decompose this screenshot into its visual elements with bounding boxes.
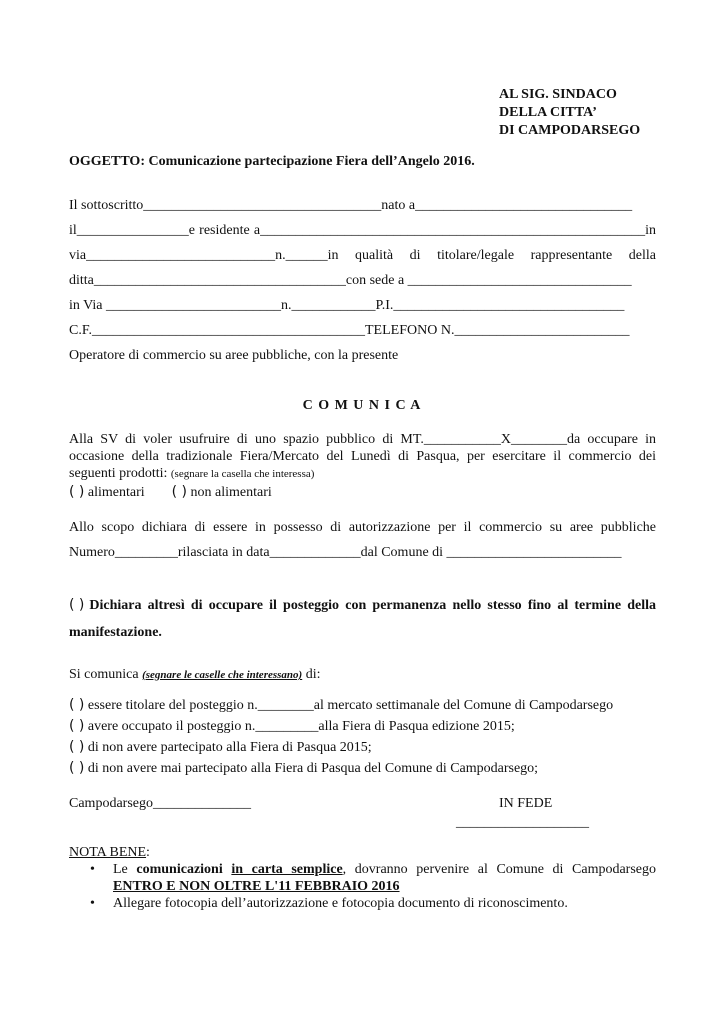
form-line-address — [69, 247, 656, 264]
body-p1-line3 — [69, 465, 314, 483]
recipient-line-3: DI CAMPODARSEGO — [499, 123, 641, 138]
checkbox-non-partecipato[interactable]: ( ) — [69, 739, 85, 755]
form-word: qualità — [355, 248, 394, 263]
comunica-title: C O M U N I C A — [302, 398, 422, 413]
body-p3-text: Dichiara altresì di occupare il posteggio con permanenza nello stesso fino al termine della — [89, 598, 656, 613]
body-p4-label: Si comunica — [69, 667, 139, 682]
body-p1-line1: Alla SV di voler usufruire di uno spazio pubblico di MT.___________X________da occupare in — [69, 432, 656, 447]
check-item-label: essere titolare del posteggio n.________al mercato settimanale del Comune di Campodarsego — [87, 698, 614, 713]
option-alimentari-label: alimentari — [87, 485, 145, 500]
bullet-icon: • — [90, 896, 95, 911]
checkbox-occupato[interactable]: ( ) — [69, 718, 85, 734]
nota-text-bold: comunicazioni — [136, 862, 223, 877]
body-p4 — [69, 666, 320, 684]
body-p3-line2: manifestazione. — [69, 625, 162, 640]
check-item — [69, 718, 515, 735]
bullet-icon: • — [90, 862, 95, 877]
signature-line: ___________________ — [456, 815, 589, 830]
body-p4-hint: (segnare le caselle che interessano) — [142, 669, 303, 681]
nota-item-1-line2: ENTRO E NON OLTRE L'11 FEBBRAIO 2016 — [113, 879, 400, 894]
form-word: via___________________________n.______in — [69, 248, 339, 263]
recipient-line-1: AL SIG. SINDACO — [499, 87, 617, 102]
form-line-operator: Operatore di commercio su aree pubbliche, con la presente — [69, 348, 399, 363]
recipient-block — [499, 86, 640, 140]
product-options — [69, 484, 272, 501]
form-line-street: in Via _________________________n.____________P.I._________________________________ — [69, 298, 625, 313]
nota-item-2: Allegare fotocopia dell’autorizzazione e fotocopia documento di riconoscimento. — [113, 896, 568, 911]
recipient-line-2: DELLA CITTA’ — [499, 105, 597, 120]
body-products-label: seguenti prodotti: — [69, 466, 168, 481]
nota-text-underlined: in carta semplice — [231, 862, 343, 877]
nota-bene-title: NOTA BENE — [69, 845, 147, 860]
checkbox-permanenza[interactable]: ( ) — [69, 597, 85, 613]
checkbox-non-alimentari[interactable]: ( ) — [171, 484, 188, 500]
form-word: titolare/legale — [437, 248, 515, 263]
form-residence: a_______________________________________________________in — [253, 223, 656, 238]
form-residente: residente — [199, 223, 250, 238]
nota-bene-heading — [69, 844, 150, 861]
form-line-company: ditta____________________________________con sede a ________________________________ — [69, 273, 632, 288]
check-item-label: di non avere partecipato alla Fiera di Pasqua 2015; — [87, 740, 372, 755]
body-p3-line1 — [69, 597, 656, 614]
checkbox-titolare[interactable]: ( ) — [69, 697, 85, 713]
body-p2-line2: Numero_________rilasciata in data_____________dal Comune di _________________________ — [69, 545, 622, 560]
form-word: rappresentante — [530, 248, 613, 263]
check-item — [69, 697, 613, 714]
nota-bene-colon: : — [146, 845, 150, 860]
nota-text: Le — [113, 862, 137, 877]
form-word: di — [409, 248, 421, 263]
place-date-field: Campodarsego______________ — [69, 796, 251, 811]
nota-text: , dovranno pervenire al Comune di Campodarsego — [342, 862, 657, 877]
checkbox-alimentari[interactable]: ( ) — [69, 484, 85, 500]
form-word: della — [628, 248, 656, 263]
check-item — [69, 739, 372, 756]
form-birth-date: il________________e — [69, 223, 195, 238]
body-p2-line1: Allo scopo dichiara di essere in possesso di autorizzazione per il commercio su aree pubbliche — [69, 520, 656, 535]
body-p1-line2: occasione della tradizionale Fiera/Mercato del Lunedì di Pasqua, per esercitare il commercio dei — [69, 449, 656, 464]
check-item-label: avere occupato il posteggio n._________alla Fiera di Pasqua edizione 2015; — [87, 719, 515, 734]
check-item — [69, 760, 538, 777]
form-line-cf: C.F._______________________________________TELEFONO N._________________________ — [69, 323, 630, 338]
option-non-alimentari-label: non alimentari — [190, 485, 272, 500]
body-p4-suffix: di: — [302, 667, 321, 682]
form-line-name: Il sottoscritto__________________________________nato a_______________________________ — [69, 198, 633, 213]
checkbox-mai-partecipato[interactable]: ( ) — [69, 760, 85, 776]
check-item-label: di non avere mai partecipato alla Fiera di Pasqua del Comune di Campodarsego; — [87, 761, 539, 776]
in-fede-label: IN FEDE — [499, 796, 553, 811]
form-line-birth — [69, 222, 656, 239]
nota-item-1-line1 — [113, 861, 656, 878]
body-products-hint: (segnare la casella che interessa) — [170, 468, 315, 480]
subject-line: OGGETTO: Comunicazione partecipazione Fiera dell’Angelo 2016. — [69, 154, 475, 169]
